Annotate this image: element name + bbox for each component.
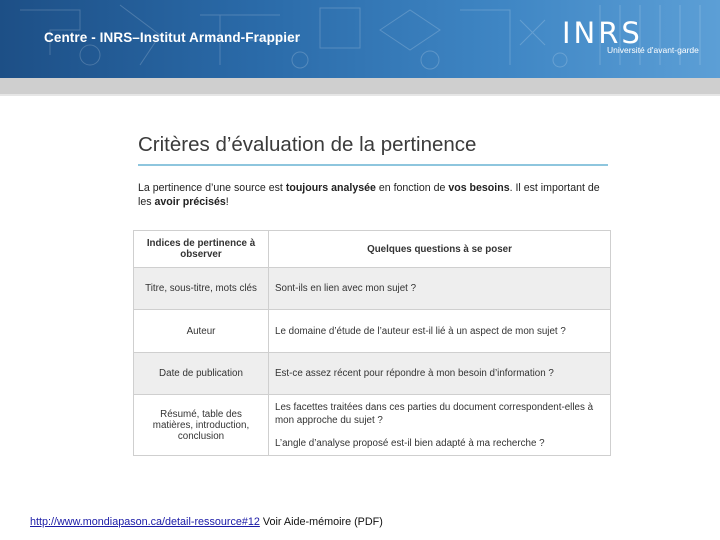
heading-rule xyxy=(138,164,608,166)
row-questions xyxy=(269,395,611,456)
row-question: Le domaine d’étude de l’auteur est-il lié à un aspect de mon sujet ? xyxy=(269,310,611,353)
intro-text-2: en fonction de xyxy=(375,182,449,194)
banner-title: Centre - INRS–Institut Armand-Frappier xyxy=(44,30,301,45)
criteria-table xyxy=(133,230,611,456)
intro-bold-2: vos besoins xyxy=(448,182,510,194)
intro-bold-3: avoir précisés xyxy=(154,196,226,208)
row-indice: Titre, sous-titre, mots clés xyxy=(134,268,269,310)
header-questions: Quelques questions à se poser xyxy=(269,231,611,268)
row-question: Sont-ils en lien avec mon sujet ? xyxy=(269,268,611,310)
header-strip-light xyxy=(0,94,720,96)
logo-tagline: Université d'avant-garde xyxy=(607,45,699,55)
table-row xyxy=(134,395,611,456)
header-banner xyxy=(0,0,720,78)
intro-text-3: . Il est important de les xyxy=(138,182,600,208)
row-question: L’angle d’analyse proposé est-il bien adapté à ma recherche ? xyxy=(275,437,545,449)
row-question: Est-ce assez récent pour répondre à mon besoin d’information ? xyxy=(269,353,611,395)
row-indice: Date de publication xyxy=(134,353,269,395)
row-indice: Résumé, table des matières, introduction, conclusion xyxy=(134,395,269,456)
row-question: Les facettes traitées dans ces parties du document correspondent-elles à mon approche du sujet ? xyxy=(275,401,594,426)
inrs-logo: INRS xyxy=(562,16,643,50)
intro-text-4: ! xyxy=(225,196,229,208)
intro-text-1: La pertinence d’une source est xyxy=(138,182,286,194)
table-row xyxy=(134,310,611,353)
table-row xyxy=(134,353,611,395)
header-strip xyxy=(0,78,720,94)
table-row xyxy=(134,268,611,310)
table-header-row xyxy=(134,231,611,268)
intro-paragraph xyxy=(138,181,613,209)
row-indice: Auteur xyxy=(134,310,269,353)
slide-heading: Critères d’évaluation de la pertinence xyxy=(138,133,477,156)
footer-note: Voir Aide-mémoire (PDF) xyxy=(259,516,383,528)
footer xyxy=(30,516,383,528)
header-indices: Indices de pertinence à observer xyxy=(134,231,269,268)
intro-bold-1: toujours analysée xyxy=(285,182,376,194)
source-link[interactable]: http://www.mondiapason.ca/detail-ressource#12 xyxy=(30,516,260,528)
